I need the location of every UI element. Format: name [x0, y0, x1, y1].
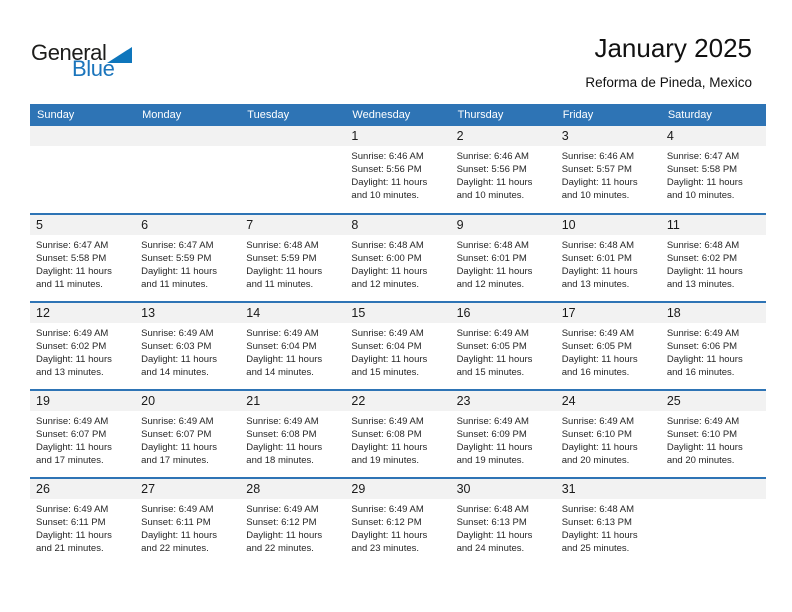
- sunset-text: Sunset: 6:09 PM: [456, 429, 527, 440]
- daylight-text: Daylight: 11 hours and 20 minutes.: [561, 442, 638, 466]
- sunrise-text: Sunrise: 6:49 AM: [351, 416, 424, 427]
- day-details: [661, 499, 766, 503]
- day-details: [30, 235, 135, 291]
- week-row: [30, 301, 766, 389]
- day-details: [451, 323, 556, 379]
- day-cell-2: [451, 126, 556, 213]
- daylight-text: Daylight: 11 hours and 19 minutes.: [351, 442, 428, 466]
- calendar-table: [30, 104, 766, 565]
- day-number: 21: [240, 391, 345, 411]
- day-details: [451, 411, 556, 467]
- day-number: [661, 479, 766, 499]
- day-cell-1: [345, 126, 450, 213]
- weekday-label-wednesday: Wednesday: [352, 109, 411, 121]
- daylight-text: Daylight: 11 hours and 17 minutes.: [36, 442, 112, 466]
- day-details: [451, 235, 556, 291]
- day-number: 7: [240, 215, 345, 235]
- daylight-text: Daylight: 11 hours and 13 minutes.: [36, 354, 112, 378]
- day-details: [135, 499, 240, 555]
- day-cell-empty: [661, 479, 766, 565]
- sunset-text: Sunset: 6:06 PM: [666, 341, 738, 352]
- sunset-text: Sunset: 6:01 PM: [456, 253, 527, 264]
- weekday-header-row: [30, 104, 766, 126]
- day-details: [240, 146, 345, 150]
- daylight-text: Daylight: 11 hours and 13 minutes.: [666, 266, 743, 290]
- week-row: [30, 126, 766, 213]
- sunset-text: Sunset: 6:12 PM: [246, 517, 317, 528]
- day-cell-16: [451, 303, 556, 389]
- day-cell-22: [345, 391, 450, 477]
- day-number: 9: [451, 215, 556, 235]
- sunrise-text: Sunrise: 6:49 AM: [351, 504, 424, 515]
- day-cell-13: [135, 303, 240, 389]
- day-cell-3: [556, 126, 661, 213]
- day-details: [240, 235, 345, 291]
- sunrise-text: Sunrise: 6:46 AM: [456, 151, 529, 162]
- week-row: [30, 389, 766, 477]
- day-cell-12: [30, 303, 135, 389]
- day-cell-9: [451, 215, 556, 301]
- day-details: [556, 146, 661, 202]
- daylight-text: Daylight: 11 hours and 12 minutes.: [456, 266, 533, 290]
- day-details: [240, 499, 345, 555]
- sunrise-text: Sunrise: 6:46 AM: [351, 151, 424, 162]
- week-row: [30, 477, 766, 565]
- day-details: [556, 235, 661, 291]
- sunrise-text: Sunrise: 6:49 AM: [36, 328, 109, 339]
- day-details: [135, 323, 240, 379]
- daylight-text: Daylight: 11 hours and 12 minutes.: [351, 266, 428, 290]
- daylight-text: Daylight: 11 hours and 25 minutes.: [561, 530, 638, 554]
- day-details: [661, 235, 766, 291]
- day-number: [240, 126, 345, 146]
- day-number: 8: [345, 215, 450, 235]
- day-number: 3: [556, 126, 661, 146]
- weekday-label-monday: Monday: [142, 109, 182, 121]
- day-cell-26: [30, 479, 135, 565]
- day-number: 12: [30, 303, 135, 323]
- title-block: [585, 34, 752, 90]
- sunrise-text: Sunrise: 6:48 AM: [561, 504, 635, 515]
- daylight-text: Daylight: 11 hours and 17 minutes.: [141, 442, 218, 466]
- sunrise-text: Sunrise: 6:49 AM: [246, 328, 319, 339]
- daylight-text: Daylight: 11 hours and 10 minutes.: [456, 177, 533, 201]
- sunset-text: Sunset: 6:07 PM: [36, 429, 107, 440]
- weeks-container: [30, 126, 766, 565]
- sunrise-text: Sunrise: 6:47 AM: [666, 151, 740, 162]
- sunrise-text: Sunrise: 6:49 AM: [351, 328, 424, 339]
- day-number: 27: [135, 479, 240, 499]
- day-number: 26: [30, 479, 135, 499]
- week-row: [30, 213, 766, 301]
- day-details: [135, 146, 240, 150]
- daylight-text: Daylight: 11 hours and 15 minutes.: [351, 354, 428, 378]
- day-number: [135, 126, 240, 146]
- daylight-text: Daylight: 11 hours and 22 minutes.: [141, 530, 218, 554]
- sunset-text: Sunset: 6:02 PM: [666, 253, 738, 264]
- sunrise-text: Sunrise: 6:49 AM: [456, 416, 529, 427]
- daylight-text: Daylight: 11 hours and 16 minutes.: [666, 354, 743, 378]
- sunset-text: Sunset: 6:04 PM: [351, 341, 422, 352]
- sunset-text: Sunset: 6:04 PM: [246, 341, 317, 352]
- day-number: 20: [135, 391, 240, 411]
- daylight-text: Daylight: 11 hours and 18 minutes.: [246, 442, 323, 466]
- sunrise-text: Sunrise: 6:49 AM: [36, 416, 109, 427]
- day-number: 30: [451, 479, 556, 499]
- sunset-text: Sunset: 6:05 PM: [561, 341, 632, 352]
- day-details: [451, 146, 556, 202]
- weekday-label-saturday: Saturday: [667, 109, 712, 121]
- sunset-text: Sunset: 6:10 PM: [666, 429, 738, 440]
- sunrise-text: Sunrise: 6:49 AM: [561, 328, 635, 339]
- sunrise-text: Sunrise: 6:49 AM: [561, 416, 635, 427]
- page-title: January 2025: [594, 33, 752, 63]
- sunset-text: Sunset: 6:05 PM: [456, 341, 527, 352]
- day-number: 18: [661, 303, 766, 323]
- day-cell-4: [661, 126, 766, 213]
- day-number: 4: [661, 126, 766, 146]
- sunset-text: Sunset: 6:00 PM: [351, 253, 422, 264]
- sunset-text: Sunset: 5:56 PM: [351, 164, 422, 175]
- day-cell-21: [240, 391, 345, 477]
- day-cell-23: [451, 391, 556, 477]
- sunrise-text: Sunrise: 6:49 AM: [141, 504, 214, 515]
- sunrise-text: Sunrise: 6:49 AM: [141, 416, 214, 427]
- day-number: 24: [556, 391, 661, 411]
- sunrise-text: Sunrise: 6:46 AM: [561, 151, 635, 162]
- sunset-text: Sunset: 6:13 PM: [456, 517, 527, 528]
- sunrise-text: Sunrise: 6:49 AM: [141, 328, 214, 339]
- sunset-text: Sunset: 6:03 PM: [141, 341, 212, 352]
- day-cell-31: [556, 479, 661, 565]
- day-details: [240, 411, 345, 467]
- daylight-text: Daylight: 11 hours and 11 minutes.: [141, 266, 218, 290]
- day-details: [30, 411, 135, 467]
- day-details: [30, 499, 135, 555]
- day-cell-24: [556, 391, 661, 477]
- daylight-text: Daylight: 11 hours and 16 minutes.: [561, 354, 638, 378]
- day-cell-19: [30, 391, 135, 477]
- daylight-text: Daylight: 11 hours and 21 minutes.: [36, 530, 112, 554]
- sunrise-text: Sunrise: 6:48 AM: [456, 504, 529, 515]
- day-details: [345, 411, 450, 467]
- sunset-text: Sunset: 6:13 PM: [561, 517, 632, 528]
- day-details: [451, 499, 556, 555]
- day-details: [556, 323, 661, 379]
- daylight-text: Daylight: 11 hours and 14 minutes.: [141, 354, 218, 378]
- day-number: 23: [451, 391, 556, 411]
- day-cell-empty: [135, 126, 240, 213]
- day-cell-empty: [30, 126, 135, 213]
- day-cell-7: [240, 215, 345, 301]
- logo-word-blue: Blue: [72, 56, 115, 81]
- daylight-text: Daylight: 11 hours and 10 minutes.: [561, 177, 638, 201]
- day-number: 15: [345, 303, 450, 323]
- day-cell-11: [661, 215, 766, 301]
- daylight-text: Daylight: 11 hours and 20 minutes.: [666, 442, 743, 466]
- daylight-text: Daylight: 11 hours and 10 minutes.: [666, 177, 743, 201]
- day-cell-15: [345, 303, 450, 389]
- day-details: [661, 323, 766, 379]
- sunrise-text: Sunrise: 6:49 AM: [246, 416, 319, 427]
- sunset-text: Sunset: 6:02 PM: [36, 341, 107, 352]
- weekday-label-tuesday: Tuesday: [247, 109, 290, 121]
- day-details: [240, 323, 345, 379]
- daylight-text: Daylight: 11 hours and 14 minutes.: [246, 354, 323, 378]
- daylight-text: Daylight: 11 hours and 11 minutes.: [246, 266, 323, 290]
- day-cell-6: [135, 215, 240, 301]
- day-details: [556, 411, 661, 467]
- day-cell-30: [451, 479, 556, 565]
- sunrise-text: Sunrise: 6:48 AM: [666, 240, 740, 251]
- day-number: 1: [345, 126, 450, 146]
- sunrise-text: Sunrise: 6:49 AM: [666, 416, 740, 427]
- sunrise-text: Sunrise: 6:47 AM: [36, 240, 109, 251]
- daylight-text: Daylight: 11 hours and 13 minutes.: [561, 266, 638, 290]
- day-cell-27: [135, 479, 240, 565]
- day-details: [30, 323, 135, 379]
- sunrise-text: Sunrise: 6:49 AM: [246, 504, 319, 515]
- sunrise-text: Sunrise: 6:48 AM: [561, 240, 635, 251]
- daylight-text: Daylight: 11 hours and 23 minutes.: [351, 530, 428, 554]
- sunrise-text: Sunrise: 6:48 AM: [456, 240, 529, 251]
- daylight-text: Daylight: 11 hours and 22 minutes.: [246, 530, 323, 554]
- day-details: [661, 411, 766, 467]
- day-number: 13: [135, 303, 240, 323]
- day-number: 2: [451, 126, 556, 146]
- daylight-text: Daylight: 11 hours and 24 minutes.: [456, 530, 533, 554]
- day-number: 5: [30, 215, 135, 235]
- sunset-text: Sunset: 5:56 PM: [456, 164, 527, 175]
- sunset-text: Sunset: 6:11 PM: [141, 517, 211, 528]
- day-number: 22: [345, 391, 450, 411]
- daylight-text: Daylight: 11 hours and 10 minutes.: [351, 177, 428, 201]
- day-cell-10: [556, 215, 661, 301]
- day-cell-28: [240, 479, 345, 565]
- location-subtitle: Reforma de Pineda, Mexico: [585, 74, 752, 90]
- general-blue-logo: [31, 42, 132, 80]
- daylight-text: Daylight: 11 hours and 15 minutes.: [456, 354, 533, 378]
- day-number: 31: [556, 479, 661, 499]
- day-number: 25: [661, 391, 766, 411]
- day-number: 28: [240, 479, 345, 499]
- day-details: [661, 146, 766, 202]
- sunset-text: Sunset: 5:59 PM: [141, 253, 212, 264]
- day-cell-14: [240, 303, 345, 389]
- day-cell-29: [345, 479, 450, 565]
- day-cell-8: [345, 215, 450, 301]
- day-cell-5: [30, 215, 135, 301]
- day-details: [135, 235, 240, 291]
- day-cell-25: [661, 391, 766, 477]
- sunset-text: Sunset: 5:57 PM: [561, 164, 632, 175]
- sunset-text: Sunset: 6:08 PM: [246, 429, 317, 440]
- logo-word-general: General: [31, 40, 107, 65]
- sunset-text: Sunset: 6:10 PM: [561, 429, 632, 440]
- sunset-text: Sunset: 5:58 PM: [666, 164, 738, 175]
- day-details: [135, 411, 240, 467]
- daylight-text: Daylight: 11 hours and 19 minutes.: [456, 442, 533, 466]
- day-details: [345, 146, 450, 202]
- day-cell-18: [661, 303, 766, 389]
- day-number: 29: [345, 479, 450, 499]
- day-cell-empty: [240, 126, 345, 213]
- day-cell-20: [135, 391, 240, 477]
- day-number: 17: [556, 303, 661, 323]
- day-number: [30, 126, 135, 146]
- day-details: [345, 323, 450, 379]
- day-number: 11: [661, 215, 766, 235]
- sunrise-text: Sunrise: 6:48 AM: [351, 240, 424, 251]
- day-number: 19: [30, 391, 135, 411]
- day-details: [345, 499, 450, 555]
- day-number: 14: [240, 303, 345, 323]
- sunrise-text: Sunrise: 6:49 AM: [666, 328, 740, 339]
- sunset-text: Sunset: 6:12 PM: [351, 517, 422, 528]
- sunrise-text: Sunrise: 6:49 AM: [456, 328, 529, 339]
- sunset-text: Sunset: 6:11 PM: [36, 517, 106, 528]
- day-details: [30, 146, 135, 150]
- day-cell-17: [556, 303, 661, 389]
- day-number: 6: [135, 215, 240, 235]
- day-details: [556, 499, 661, 555]
- sunrise-text: Sunrise: 6:47 AM: [141, 240, 214, 251]
- sunrise-text: Sunrise: 6:48 AM: [246, 240, 319, 251]
- sunset-text: Sunset: 5:59 PM: [246, 253, 317, 264]
- sunset-text: Sunset: 5:58 PM: [36, 253, 107, 264]
- day-details: [345, 235, 450, 291]
- sunset-text: Sunset: 6:08 PM: [351, 429, 422, 440]
- weekday-label-sunday: Sunday: [37, 109, 75, 121]
- weekday-label-friday: Friday: [562, 109, 594, 121]
- day-number: 10: [556, 215, 661, 235]
- sunrise-text: Sunrise: 6:49 AM: [36, 504, 109, 515]
- daylight-text: Daylight: 11 hours and 11 minutes.: [36, 266, 112, 290]
- sunset-text: Sunset: 6:07 PM: [141, 429, 212, 440]
- weekday-label-thursday: Thursday: [457, 109, 504, 121]
- sunset-text: Sunset: 6:01 PM: [561, 253, 632, 264]
- day-number: 16: [451, 303, 556, 323]
